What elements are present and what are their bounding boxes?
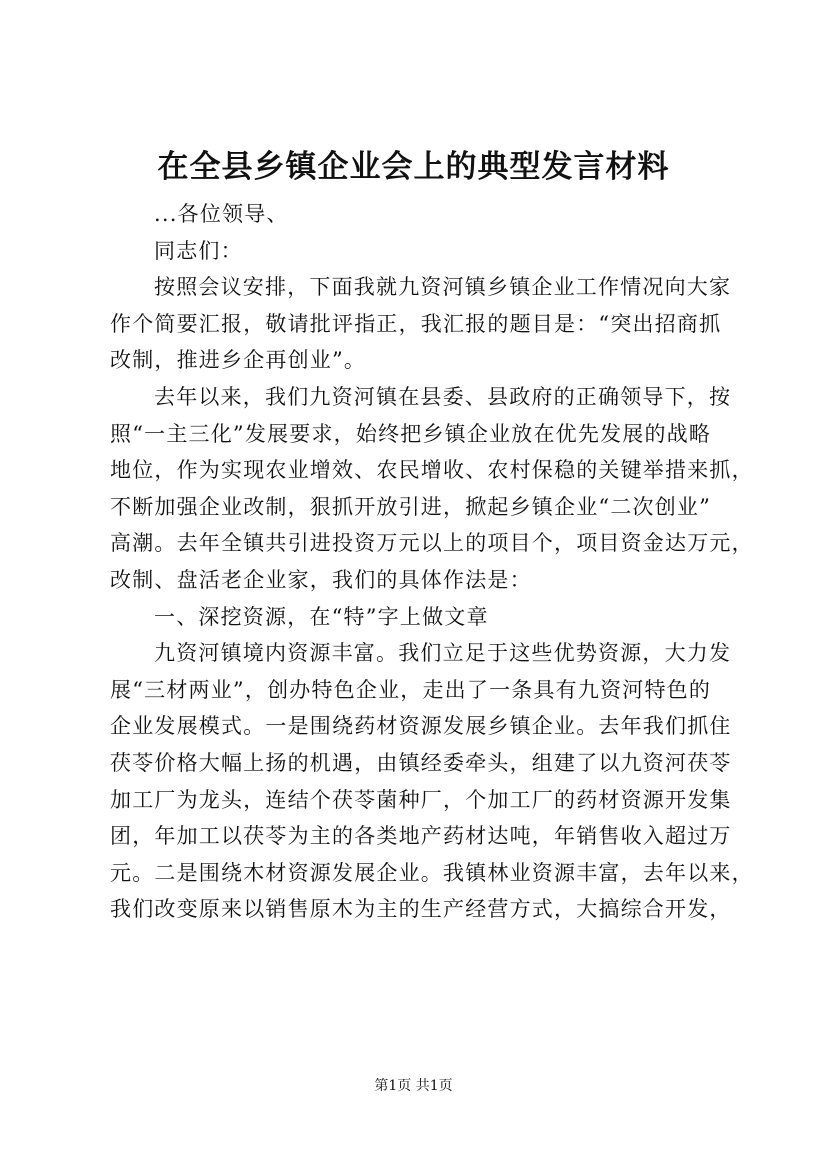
paragraph-line: 改制、盘活老企业家，我们的具体作法是： [110,567,532,592]
paragraph-line: 企业发展模式。一是围绕药材资源发展乡镇企业。去年我们抓住 [110,714,732,739]
document-body [110,196,754,928]
document-title: 在全县乡镇企业会上的典型发言材料 [157,149,670,185]
paragraph-line: 团，年加工以茯苓为主的各类地产药材达吨，年销售收入超过万 [110,824,732,849]
paragraph-line: 茯苓价格大幅上扬的机遇，由镇经委牵头，组建了以九资河茯苓 [110,750,732,775]
paragraph-line: 地位，作为实现农业增效、农民增收、农村保稳的关键举措来抓， [110,458,754,483]
paragraph-line: 按照会议安排，下面我就九资河镇乡镇企业工作情况向大家 [154,275,732,300]
paragraph-line: 改制，推进乡企再创业”。 [110,348,367,373]
paragraph-line: 元。二是围绕木材资源发展企业。我镇林业资源丰富，去年以来， [110,860,754,885]
paragraph-line: ...各位领导、 [154,202,289,226]
paragraph-line: 作个简要汇报，敬请批评指正，我汇报的题目是：“突出招商抓 [110,311,722,336]
page-footer: 第1页 共1页 [374,1078,453,1094]
paragraph-line: 不断加强企业改制，狠抓开放引进，掀起乡镇企业“二次创业” [110,494,712,519]
paragraph-line: 加工厂为龙头，连结个茯苓菌种厂，个加工厂的药材资源开发集 [110,787,732,812]
paragraph-line: 照“一主三化”发展要求，始终把乡镇企业放在优先发展的战略 [110,421,712,446]
paragraph-line: 一、深挖资源，在“特”字上做文章 [154,604,489,629]
paragraph-line: 展“三材两业”，创办特色企业，走出了一条具有九资河特色的 [110,677,712,702]
paragraph-line: 高潮。去年全镇共引进投资万元以上的项目个，项目资金达万元， [110,531,754,556]
paragraph-line: 我们改变原来以销售原木为主的生产经营方式，大搞综合开发， [110,897,732,922]
paragraph-line: 去年以来，我们九资河镇在县委、县政府的正确领导下，按 [154,384,732,409]
paragraph-line: 同志们： [154,238,243,263]
paragraph-line: 九资河镇境内资源丰富。我们立足于这些优势资源，大力发 [154,641,732,666]
